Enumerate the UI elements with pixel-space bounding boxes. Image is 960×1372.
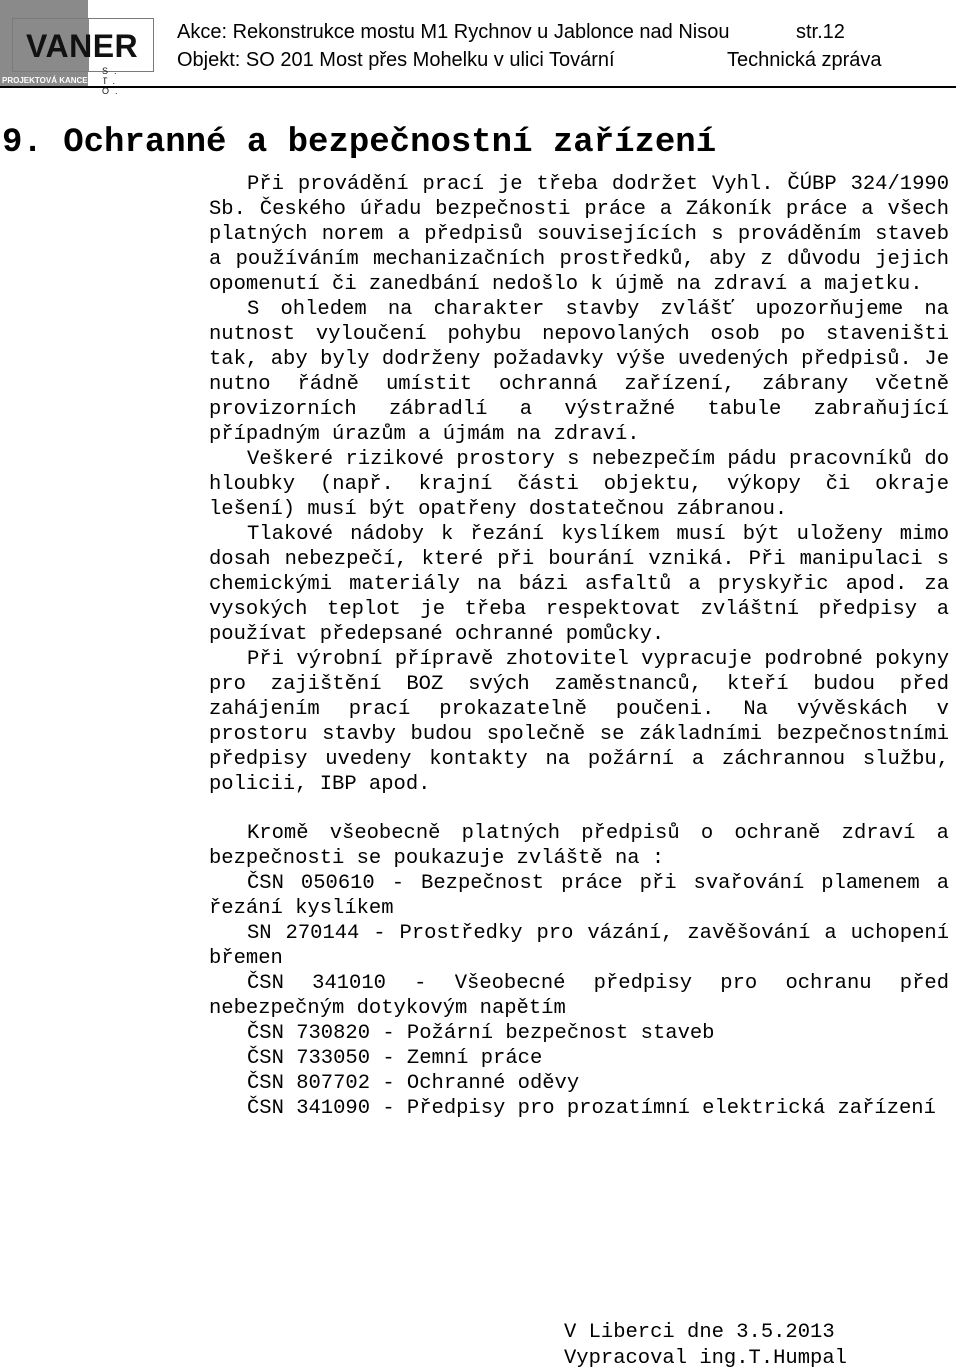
standards-intro: Kromě všeobecně platných předpisů o ochraně zdraví a bezpečnosti se poukazuje zvláště na : — [209, 822, 949, 870]
standard-item: ČSN 050610 - Bezpečnost práce při svařování plamenem a řezání kyslíkem — [209, 872, 949, 920]
spacer — [209, 797, 949, 821]
paragraph: S ohledem na charakter stavby zvlášť upozorňujeme na nutnost vyloučení pohybu nepovolaných osob po staveništi tak, aby byly dodrženy požadavky výše uvedených předpisů. Je nutno řádně umístit ochranná zařízení, zábrany včetně provizorních zábradlí a výstražné tabule zabraňující případným úrazům a újmám na zdraví. — [209, 298, 949, 446]
header-document-type: Technická zpráva — [727, 49, 882, 71]
standard-item: ČSN 730820 - Požární bezpečnost staveb — [247, 1022, 715, 1045]
standard-item: ČSN 341010 - Všeobecné předpisy pro ochranu před nebezpečným dotykovým napětím — [209, 972, 949, 1020]
standard-item: SN 270144 - Prostředky pro vázání, zavěšování a uchopení břemen — [209, 922, 949, 970]
header-object-name: Objekt: SO 201 Most přes Mohelku v ulici Tovární — [177, 49, 615, 71]
author: Vypracoval ing.T.Humpal — [564, 1347, 847, 1370]
paragraph: Při provádění prací je třeba dodržet Vyhl. ČÚBP 324/1990 Sb. Českého úřadu bezpečnosti práce a Zákoník práce a všech platných norem a předpisů souvisejících s prováděním staveb a používáním mechanizačních prostředků, aby z důvodu jejich opomenutí či zanedbání nedošlo k újmě na zdraví a majetku. — [209, 173, 949, 296]
standard-item: ČSN 807702 - Ochranné oděvy — [247, 1072, 580, 1095]
company-logo — [0, 0, 139, 96]
standard-item: ČSN 733050 - Zemní práce — [247, 1047, 543, 1070]
logo-subtitle: S. T. O. — [102, 66, 124, 96]
page-header — [0, 0, 956, 96]
header-project-name: Akce: Rekonstrukce mostu M1 Rychnov u Jablonce nad Nisou — [177, 21, 730, 43]
logo-caption: PROJEKTOVÁ KANCELÁŘ — [2, 76, 105, 85]
signature-block — [564, 1320, 847, 1372]
paragraph: Tlakové nádoby k řezání kyslíkem musí být uloženy mimo dosah nebezpečí, které při bourání vzniká. Při manipulaci s chemickými materiály na bázi asfaltů a pryskyřic apod. za vysokých teplot je třeba respektovat zvláštní předpisy a používat předepsané ochranné pomůcky. — [209, 523, 949, 646]
paragraph: Při výrobní přípravě zhotovitel vypracuje podrobné pokyny pro zajištění BOZ svých zaměstnanců, kteří budou před zahájením prací prokazatelně poučeni. Na vývěskách v prostoru stavby budou společně se základními bezpečnostními předpisy uvedeny kontakty na požární a záchrannou službu, policii, IBP apod. — [209, 648, 949, 796]
standard-item: ČSN 341090 - Předpisy pro prozatímní elektrická zařízení — [247, 1097, 936, 1120]
logo-text: VANER — [26, 28, 139, 64]
document-body — [209, 172, 949, 1121]
paragraph: Veškeré rizikové prostory s nebezpečím pádu pracovníků do hloubky (např. krajní části objektu, výkopy či okraje lešení) musí být opatřeny dostatečnou zábranou. — [209, 448, 949, 521]
place-date: V Liberci dne 3.5.2013 — [564, 1321, 835, 1344]
section-title: 9. Ochranné a bezpečnostní zařízení — [2, 124, 717, 162]
header-page-number: str.12 — [796, 21, 845, 43]
